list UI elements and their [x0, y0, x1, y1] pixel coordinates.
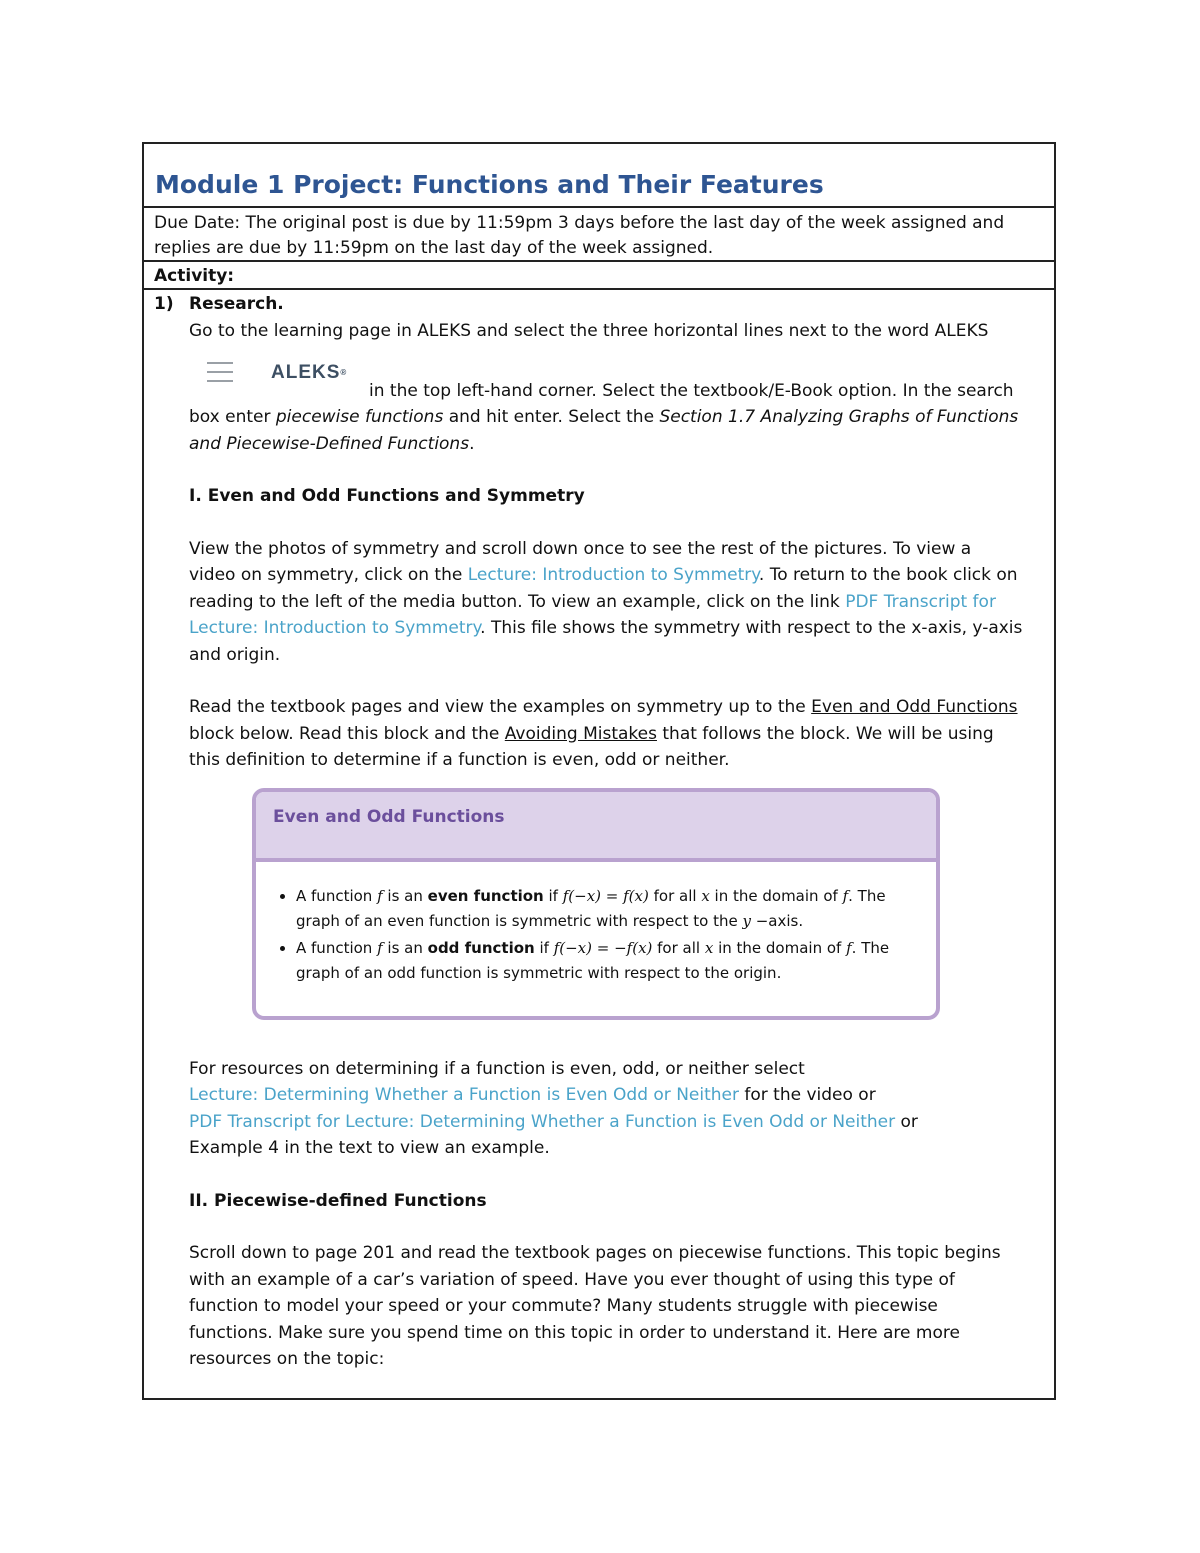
definition-odd: • A function f is an odd function if f(−x) = −f(x) for all x in the domain of f. The graph of an odd function is symmetric with respect to the origin.	[296, 936, 936, 986]
definition-box	[252, 788, 940, 1020]
link-pdf-transcript-symmetry[interactable]: PDF Transcript for	[845, 591, 996, 612]
aleks-header-image	[189, 344, 1049, 404]
link-lecture-even-odd[interactable]: Lecture: Determining Whether a Function is Even Odd or Neither	[189, 1085, 739, 1105]
activity-row	[144, 262, 1054, 290]
aleks-logo: ALEKS®	[271, 362, 348, 383]
piecewise-line-3: function to model your speed or your commute? Many students struggle with piecewise	[189, 1296, 938, 1316]
intro-line: Go to the learning page in ALEKS and select the three horizontal lines next to the word ALEKS	[189, 320, 989, 341]
hamburger-menu-icon	[207, 362, 233, 382]
read-line-3: this definition to determine if a function is even, odd or neither.	[189, 750, 730, 770]
due-date-row	[144, 208, 1054, 262]
intro-section-line: and Piecewise-Defined Functions.	[189, 433, 475, 454]
step-number: 1)	[154, 294, 174, 314]
piecewise-line-4: functions. Make sure you spend time on this topic in order to understand it. Here are more	[189, 1322, 960, 1343]
title-row	[144, 144, 1054, 208]
step-body	[189, 291, 1049, 1373]
due-date-line-2: replies are due by 11:59pm on the last day of the week assigned.	[154, 238, 714, 258]
page-title: Module 1 Project: Functions and Their Features	[155, 170, 824, 199]
symmetry-line-1: View the photos of symmetry and scroll down once to see the rest of the pictures. To view a	[189, 538, 972, 559]
symmetry-line-5: and origin.	[189, 644, 281, 665]
symmetry-line-4: Lecture: Introduction to Symmetry. This file shows the symmetry with respect to the x-axis, y-axis	[189, 618, 1023, 638]
definition-list	[256, 884, 936, 986]
piecewise-line-5: resources on the topic:	[189, 1349, 385, 1369]
link-pdf-transcript-symmetry-cont[interactable]: Lecture: Introduction to Symmetry	[189, 618, 481, 638]
link-pdf-transcript-even-odd[interactable]: PDF Transcript for Lecture: Determining Whether a Function is Even Odd or Neither	[189, 1111, 896, 1132]
link-lecture-symmetry[interactable]: Lecture: Introduction to Symmetry	[467, 565, 759, 585]
intro-search-line: box enter piecewise functions and hit enter. Select the Section 1.7 Analyzing Graphs of Functions	[189, 407, 1019, 427]
definition-even: • A function f is an even function if f(−x) = f(x) for all x in the domain of f. The graph of an even function is symmetric with respect to the y −axis.	[296, 884, 936, 934]
section-heading-symmetry: I. Even and Odd Functions and Symmetry	[189, 486, 585, 506]
resources-line-1: For resources on determining if a function is even, odd, or neither select	[189, 1058, 805, 1079]
piecewise-line-2: with an example of a car’s variation of speed. Have you ever thought of using this type of	[189, 1269, 955, 1290]
symmetry-line-3: reading to the left of the media button. To view an example, click on the link PDF Transcript for	[189, 591, 996, 612]
read-line-2: block below. Read this block and the Avoiding Mistakes that follows the block. We will be using	[189, 723, 994, 744]
piecewise-line-1: Scroll down to page 201 and read the textbook pages on piecewise functions. This topic begins	[189, 1243, 1001, 1263]
activity-label: Activity:	[154, 266, 235, 286]
intro-after-logo: in the top left-hand corner. Select the textbook/E-Book option. In the search	[369, 381, 1014, 401]
step-title: Research.	[189, 294, 284, 314]
resources-line-4: Example 4 in the text to view an example.	[189, 1138, 550, 1158]
read-line-1: Read the textbook pages and view the examples on symmetry up to the Even and Odd Functions	[189, 697, 1018, 717]
resources-line-2: Lecture: Determining Whether a Function is Even Odd or Neither for the video or	[189, 1085, 876, 1105]
resources-line-3: PDF Transcript for Lecture: Determining Whether a Function is Even Odd or Neither or	[189, 1111, 918, 1132]
assignment-table	[142, 142, 1056, 1400]
section-heading-piecewise: II. Piecewise-defined Functions	[189, 1190, 487, 1211]
symmetry-line-2: video on symmetry, click on the Lecture: Introduction to Symmetry. To return to the book click on	[189, 565, 1018, 585]
definition-title: Even and Odd Functions	[256, 792, 936, 862]
due-date-line-1: Due Date: The original post is due by 11:59pm 3 days before the last day of the week assigned and	[154, 213, 1005, 233]
